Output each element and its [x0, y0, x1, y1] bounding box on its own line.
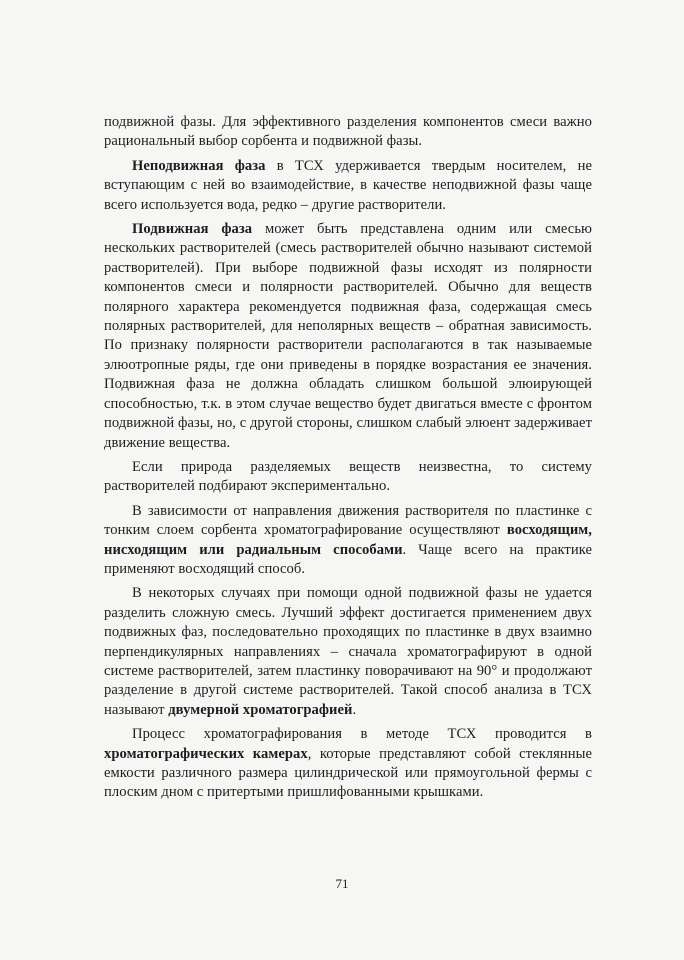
paragraph — [104, 502, 592, 580]
paragraph — [104, 458, 592, 497]
text-run: . — [352, 701, 357, 718]
text-run: , которые представляют собой стеклянные емкости различного размера цилиндрической или прямоугольной фермы с плоским дном с притертыми пришлифованными крышками. — [104, 745, 592, 801]
bold-term: хроматографических камерах — [104, 745, 308, 762]
text-run: В зависимости от направления движения растворителя по пластинке с тонким слоем сорбента хроматографирование осуществляют — [104, 502, 592, 539]
text-run: В некоторых случаях при помощи одной подвижной фазы не удается разделить сложную смесь. Лучший эффект достигается применением двух подвижных фаз, последовательно проходящих по пластинке в двух взаимно перпендикулярных направлениях – сначала хроматографируют в одной системе растворителей, затем пластинку поворачивают на 90° и продолжают разделение в другой системе растворителей. Такой способ анализа в ТСХ называют — [104, 585, 592, 718]
paragraph — [104, 584, 592, 720]
paragraph — [104, 113, 592, 152]
text-run: может быть представлена одним или смесью нескольких растворителей (смесь растворителей обычно называют системой растворителей). При выборе подвижной фазы исходят из полярности компонентов смеси и полярности растворителей. Обычно для веществ полярного характера рекомендуется подвижная фаза, содержащая смесь полярных растворителей, для неполярных веществ – обратная зависимость. По признаку полярности растворители располагаются в так называемые элюотропные ряды, где они приведены в порядке возрастания ее значения. Подвижная фаза не должна обладать слишком большой элюирующей способностью, т.к. в этом случае вещество будет двигаться вместе с фронтом подвижной фазы, но, с другой стороны, слишком слабый элюент задерживает движение вещества. — [104, 221, 592, 451]
paragraph — [104, 725, 592, 803]
text-run: . Чаще всего на практике применяют восходящий способ. — [104, 541, 593, 577]
bold-term: Неподвижная фаза — [132, 157, 266, 174]
paragraph — [104, 157, 592, 215]
body-text — [104, 113, 592, 803]
page-number: 71 — [335, 876, 349, 891]
paragraph — [104, 220, 592, 453]
text-run: в ТСХ удерживается твердым носителем, не вступающим с ней во взаимодействие, в качестве неподвижной фазы чаще всего используется вода, редко – другие растворители. — [104, 157, 592, 213]
text-run: подвижной фазы. Для эффективного разделения компонентов смеси важно рациональный выбор сорбента и подвижной фазы. — [104, 114, 592, 150]
bold-term: восходящим, нисходящим или радиальным способами — [104, 522, 592, 558]
bold-term: двумерной хроматографией — [168, 701, 353, 718]
bold-term: Подвижная фаза — [132, 221, 253, 238]
text-run: Процесс хроматографирования в методе ТСХ проводится в — [132, 726, 592, 743]
text-run: Если природа разделяемых веществ неизвестна, то систему растворителей подбирают экспериментально. — [104, 458, 592, 495]
